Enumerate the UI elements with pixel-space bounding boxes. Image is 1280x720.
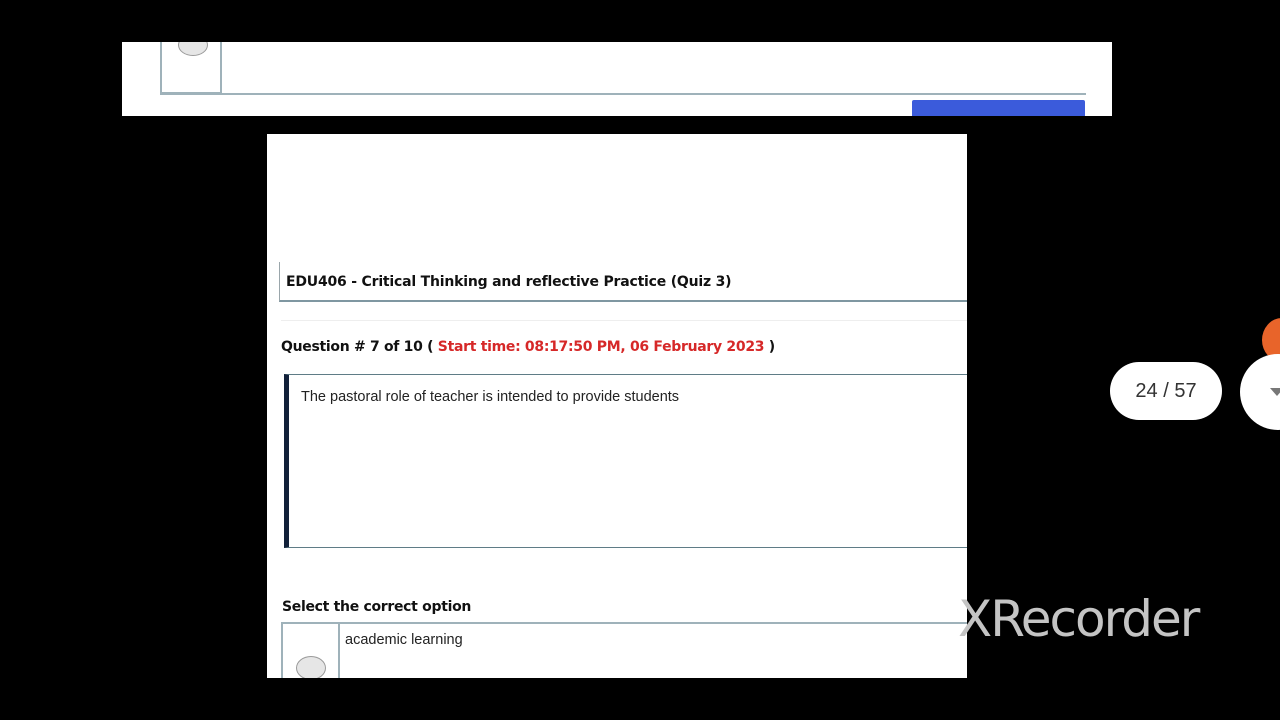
- previous-page-fragment: [122, 42, 1112, 116]
- chevron-down-icon: [1270, 388, 1280, 396]
- question-box: [284, 374, 967, 548]
- divider: [281, 320, 967, 321]
- option-radio-cell: [281, 624, 340, 678]
- course-title: EDU406 - Critical Thinking and reflective Practice (Quiz 3): [286, 274, 732, 290]
- recorder-watermark: XRecorder: [958, 590, 1199, 648]
- next-page-button[interactable]: [1240, 354, 1280, 430]
- option-cell: [160, 42, 222, 94]
- question-header: [281, 339, 775, 355]
- divider: [160, 93, 1086, 95]
- option-radio[interactable]: [296, 656, 326, 678]
- start-time: Start time: 08:17:50 PM, 06 February 2023: [437, 339, 765, 355]
- quiz-page: [267, 134, 967, 678]
- question-close-paren: ): [768, 339, 775, 355]
- option-row[interactable]: [281, 622, 967, 678]
- select-option-label: Select the correct option: [282, 599, 472, 615]
- question-counter: Question # 7 of 10 (: [281, 339, 434, 355]
- option-label[interactable]: academic learning: [345, 632, 463, 648]
- submit-button[interactable]: [912, 100, 1085, 116]
- course-header: [279, 262, 967, 302]
- question-text: The pastoral role of teacher is intended to provide students: [301, 389, 680, 405]
- option-radio[interactable]: [178, 42, 208, 56]
- page-counter: 24 / 57: [1110, 362, 1222, 420]
